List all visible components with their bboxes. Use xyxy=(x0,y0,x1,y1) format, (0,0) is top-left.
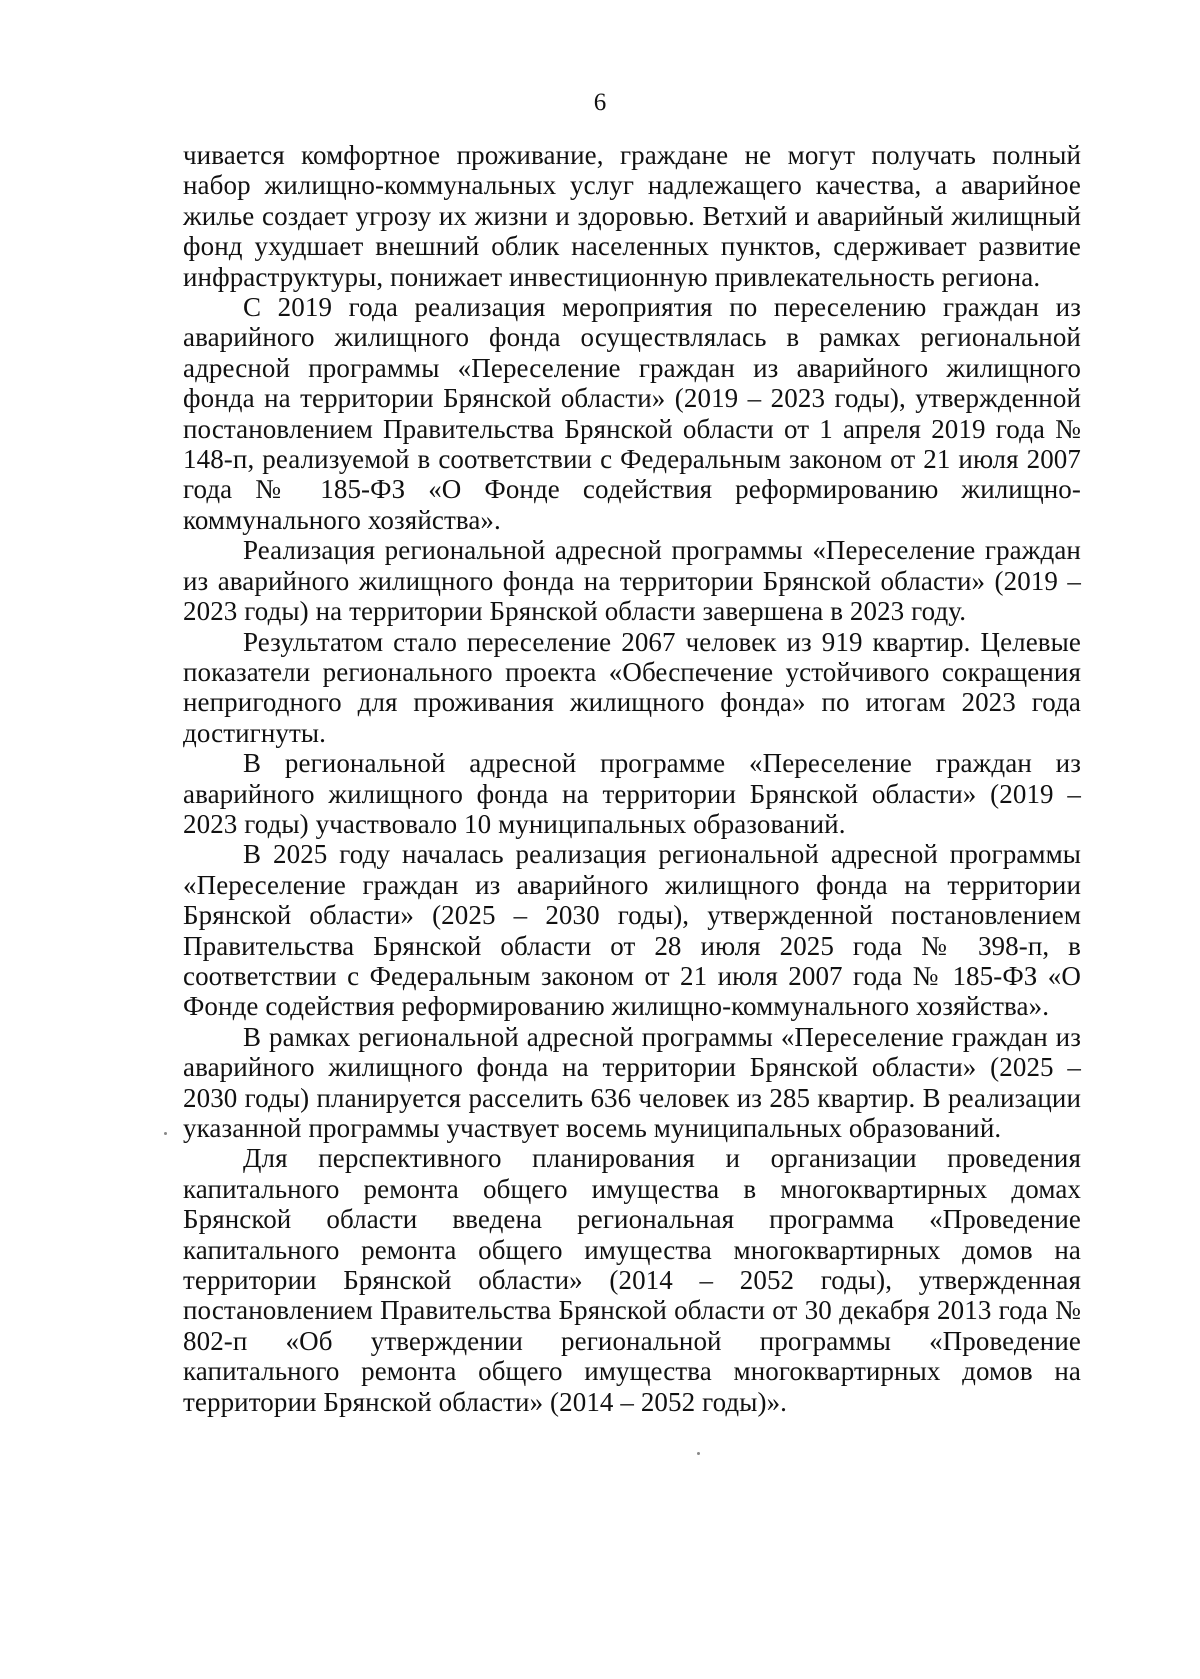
body-text xyxy=(183,140,1081,1417)
paragraph: чивается комфортное проживание, граждане не могут получать полный набор жилищно-коммунальных услуг надлежащего качества, а аварийное жилье создает угрозу их жизни и здоровью. Ветхий и аварийный жилищный фонд ухудшает внешний облик населенных пунктов, сдерживает развитие инфраструктуры, понижает инвестиционную привлекательность региона. xyxy=(183,140,1081,292)
scan-speck xyxy=(164,1132,167,1135)
paragraph: В 2025 году началась реализация региональной адресной программы «Переселение граждан из аварийного жилищного фонда на территории Брянской области» (2025 – 2030 годы), утвержденной постановлением Правительства Брянской области от 28 июля 2025 года № 398-п, в соответствии с Федеральным законом от 21 июля 2007 года № 185-ФЗ «О Фонде содействия реформированию жилищно-коммунального хозяйства». xyxy=(183,839,1081,1022)
paragraph: В рамках региональной адресной программы «Переселение граждан из аварийного жилищного фонда на территории Брянской области» (2025 – 2030 годы) планируется расселить 636 человек из 285 квартир. В реализации указанной программы участвует восемь муниципальных образований. xyxy=(183,1021,1081,1143)
scan-speck xyxy=(697,1452,700,1455)
page-number: 6 xyxy=(593,89,607,116)
paragraph: Реализация региональной адресной программы «Переселение граждан из аварийного жилищного фонда на территории Брянской области» (2019 – 2023 годы) на территории Брянской области завершена в 2023 году. xyxy=(183,535,1081,627)
paragraph: Результатом стало переселение 2067 человек из 919 квартир. Целевые показатели регионального проекта «Обеспечение устойчивого сокращения непригодного для проживания жилищного фонда» по итогам 2023 года достигнуты. xyxy=(183,626,1081,748)
paragraph: С 2019 года реализация мероприятия по переселению граждан из аварийного жилищного фонда осуществлялась в рамках региональной адресной программы «Переселение граждан из аварийного жилищного фонда на территории Брянской области» (2019 – 2023 годы), утвержденной постановлением Правительства Брянской области от 1 апреля 2019 года № 148-п, реализуемой в соответствии с Федеральным законом от 21 июля 2007 года № 185-ФЗ «О Фонде содействия реформированию жилищно-коммунального хозяйства». xyxy=(183,292,1081,535)
paragraph: В региональной адресной программе «Переселение граждан из аварийного жилищного фонда на территории Брянской области» (2019 – 2023 годы) участвовало 10 муниципальных образований. xyxy=(183,748,1081,839)
paragraph: Для перспективного планирования и организации проведения капитального ремонта общего имущества в многоквартирных домах Брянской области введена региональная программа «Проведение капитального ремонта общего имущества многоквартирных домов на территории Брянской области» (2014 – 2052 годы), утвержденная постановлением Правительства Брянской области от 30 декабря 2013 года № 802-п «Об утверждении региональной программы «Проведение капитального ремонта общего имущества многоквартирных домов на территории Брянской области» (2014 – 2052 годы)». xyxy=(183,1143,1081,1417)
